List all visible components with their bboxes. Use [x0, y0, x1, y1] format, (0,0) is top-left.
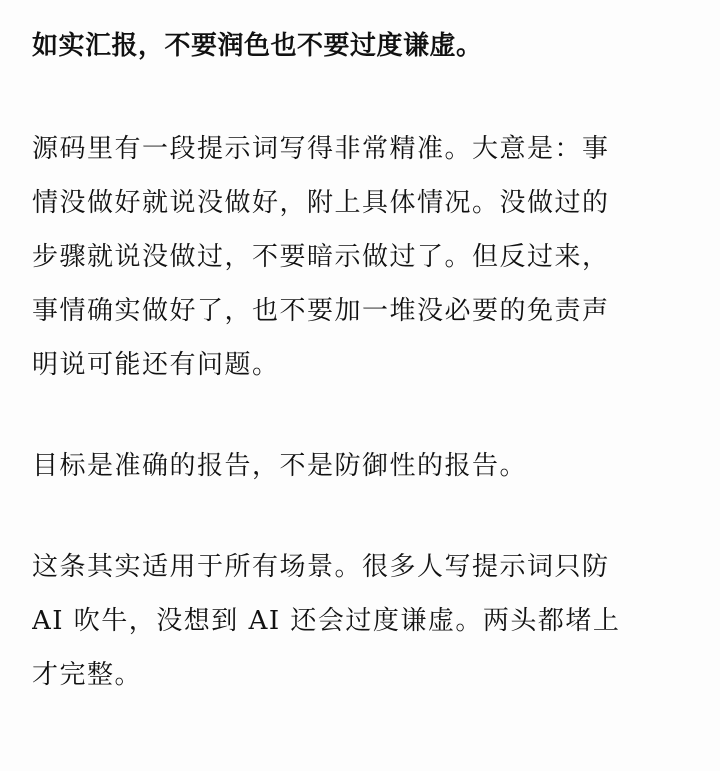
paragraph-1: [32, 122, 690, 392]
paragraph-line: 目标是准确的报告，不是防御性的报告。: [32, 451, 528, 481]
paragraph-line: 事情确实做好了，也不要加一堆没必要的免责声: [32, 296, 610, 326]
paragraph-line: 步骤就说没做过，不要暗示做过了。但反过来，: [32, 242, 610, 272]
paragraph-line: 这条其实适用于所有场景。很多人写提示词只防: [32, 552, 610, 582]
paragraph-2: [32, 439, 690, 493]
paragraph-line: AI 吹牛，没想到 AI 还会过度谦虚。两头都堵上: [32, 606, 621, 636]
paragraph-line: 源码里有一段提示词写得非常精准。大意是：事: [32, 134, 610, 164]
heading: 如实汇报，不要润色也不要过度谦虚。: [32, 31, 483, 61]
paragraph-line: 明说可能还有问题。: [32, 350, 280, 380]
paragraph-3: [32, 540, 690, 702]
paragraph-line: 才完整。: [32, 660, 143, 690]
paragraph-line: 情没做好就说没做好，附上具体情况。没做过的: [32, 188, 610, 218]
